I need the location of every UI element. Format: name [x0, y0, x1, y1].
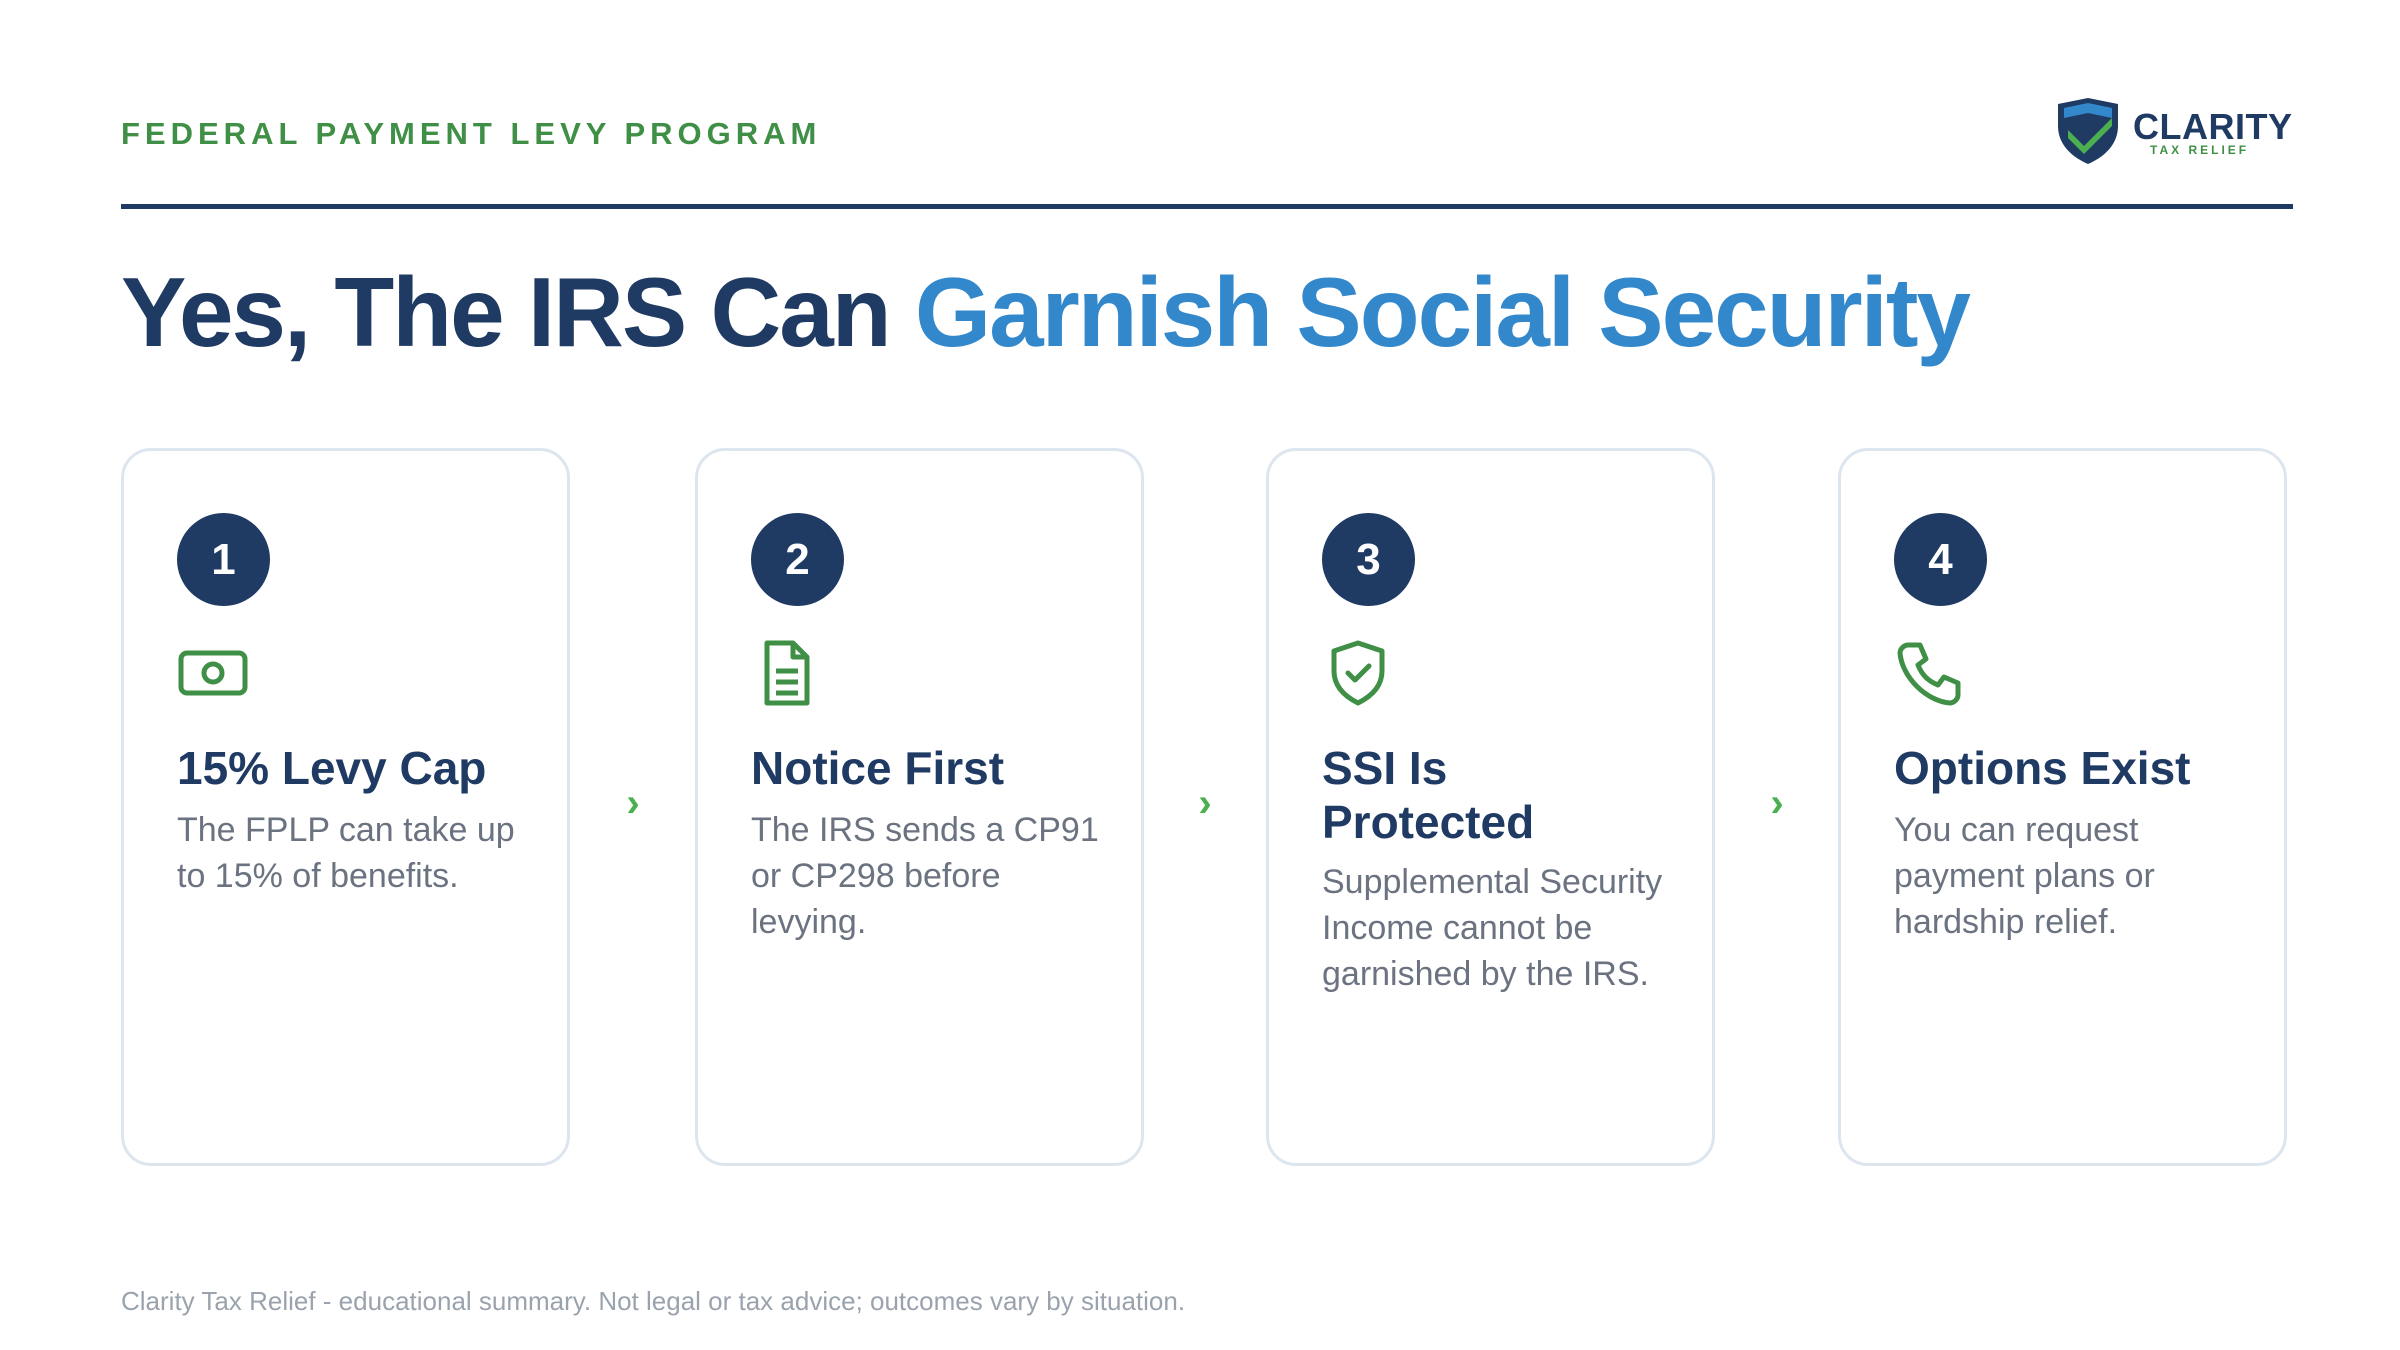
- program-eyebrow: FEDERAL PAYMENT LEVY PROGRAM: [121, 116, 822, 151]
- header-divider: [121, 204, 2293, 209]
- card-body: The IRS sends a CP91 or CP298 before levying.: [751, 811, 1099, 941]
- card-title: Options Exist: [1894, 742, 2191, 794]
- card-body: Supplemental Security Income cannot be garnished by the IRS.: [1322, 863, 1663, 993]
- step-card-2: [695, 448, 1144, 1166]
- logo-subtitle: TAX RELIEF: [2150, 143, 2250, 157]
- logo-wordmark: CLARITY: [2133, 106, 2293, 147]
- page-title: [121, 256, 1969, 369]
- clarity-logo: [2050, 96, 2293, 166]
- step-number-badge: 3: [1322, 513, 1415, 606]
- chevron-right-icon: ›: [1198, 781, 1212, 825]
- title-part-2: Garnish Social Security: [914, 257, 1970, 367]
- step-card-3: [1266, 448, 1715, 1166]
- step-card-1: [121, 448, 570, 1166]
- step-card-4: [1838, 448, 2287, 1166]
- title-part-1: Yes, The IRS Can: [121, 257, 890, 367]
- step-number-badge: 1: [177, 513, 270, 606]
- money-icon: [177, 637, 249, 709]
- card-body: You can request payment plans or hardship relief.: [1894, 811, 2155, 941]
- chevron-right-icon: ›: [626, 781, 640, 825]
- card-body: The FPLP can take up to 15% of benefits.: [177, 811, 515, 895]
- card-title: Notice First: [751, 742, 1005, 794]
- chevron-right-icon: ›: [1770, 781, 1784, 825]
- shield-logo-icon: [2050, 96, 2126, 166]
- card-title: SSI Is Protected: [1322, 742, 1535, 848]
- shield-check-icon: [1322, 637, 1394, 709]
- disclaimer-footnote: Clarity Tax Relief - educational summary. Not legal or tax advice; outcomes vary by situation.: [121, 1286, 1186, 1316]
- card-title: 15% Levy Cap: [177, 742, 487, 794]
- step-number-badge: 4: [1894, 513, 1987, 606]
- step-number-badge: 2: [751, 513, 844, 606]
- phone-icon: [1894, 637, 1966, 709]
- document-icon: [751, 637, 823, 709]
